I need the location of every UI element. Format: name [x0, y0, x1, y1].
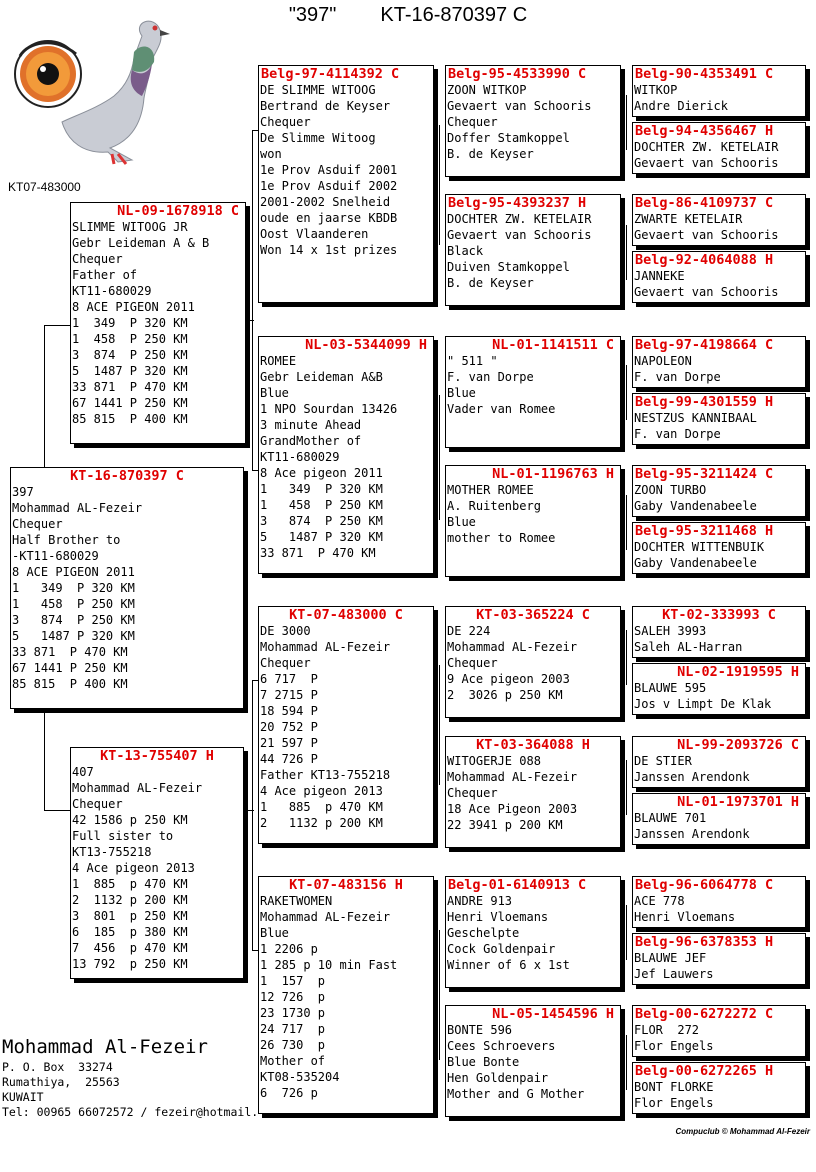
pedigree-box-ddd[interactable] [445, 1005, 621, 1117]
box-details: BLAUWE JEF Jef Lauwers [634, 951, 714, 981]
pedigree-box-sds[interactable] [445, 336, 621, 448]
pedigree-box-g16[interactable] [632, 1062, 806, 1114]
connector-line [439, 395, 440, 520]
pedigree-box-subject[interactable] [10, 467, 244, 709]
pedigree-box-dds[interactable] [445, 876, 621, 988]
pedigree-box-sire-sire[interactable] [258, 65, 434, 303]
ring-number: Belg-01-6140913 C [448, 877, 587, 893]
connector-line [44, 710, 45, 810]
pedigree-box-dsd[interactable] [445, 736, 621, 848]
pedigree-box-g14[interactable] [632, 933, 806, 985]
box-details: DE 3000 Mohammad AL-Fezeir Chequer 6 717 P 7 2715 P 18 594 P 20 752 P 21 597 P 44 726 P Father KT13-755218 4 Ace pigeon 2013 1 885 p 470 KM 2 1132 p 200 KM [260, 624, 391, 830]
box-details: 397 Mohammad AL-Fezeir Chequer Half Brother to -KT11-680029 8 ACE PIGEON 2011 1 349 P 320 KM 1 458 P 250 KM 3 874 P 250 KM 5 1487 P 320 KM 33 871 P 470 KM 67 1441 P 250 KM 85 815 P 400 KM [12, 485, 143, 691]
box-details: DE 224 Mohammad AL-Fezeir Chequer 9 Ace pigeon 2003 2 3026 p 250 KM [447, 624, 578, 702]
box-details: DE SLIMME WITOOG Bertrand de Keyser Chequer De Slimme Witoog won 1e Prov Asduif 2001 1e Prov Asduif 2002 2001-2002 Snelheid oude en jaarse KBDB Oost Vlaanderen Won 14 x 1st prizes [260, 83, 398, 257]
ring-number: KT-07-483156 H [289, 877, 403, 893]
owner-name: Mohammad Al-Fezeir [2, 1036, 208, 1058]
box-details: WITKOP Andre Dierick [634, 83, 728, 113]
pedigree-box-ssd[interactable] [445, 194, 621, 306]
ring-number: Belg-95-3211468 H [635, 523, 774, 539]
box-details: 407 Mohammad AL-Fezeir Chequer 42 1586 p 250 KM Full sister to KT13-755218 4 Ace pigeon 2013 1 885 p 470 KM 2 1132 p 200 KM 3 801 p 250 KM 6 185 p 380 KM 7 456 p 470 KM 13 792 p 250 KM [72, 765, 203, 971]
ring-number: KT-03-364088 H [476, 737, 590, 753]
pedigree-box-g8[interactable] [632, 522, 806, 574]
connector-line [44, 325, 45, 467]
ring-number: Belg-95-4393237 H [448, 195, 587, 211]
pedigree-box-dam-dam[interactable] [258, 876, 434, 1114]
ring-number: Belg-00-6272265 H [635, 1063, 774, 1079]
ring-number: KT-07-483000 C [289, 607, 403, 623]
ring-number: NL-03-5344099 H [305, 337, 427, 353]
connector-line [626, 905, 627, 960]
box-details: MOTHER ROMEE A. Ruitenberg Blue mother to Romee [447, 483, 556, 545]
box-details: JANNEKE Gevaert van Schooris [634, 269, 779, 299]
box-details: ROMEE Gebr Leideman A&B Blue 1 NPO Sourdan 13426 3 minute Ahead GrandMother of KT11-680029 8 Ace pigeon 2011 1 349 P 320 KM 1 458 P 250 KM 3 874 P 250 KM 5 1487 P 320 KM 33 871 P 470 KM [260, 354, 398, 560]
title-ring: KT-16-870397 C [380, 4, 528, 26]
ring-number: Belg-99-4301559 H [635, 394, 774, 410]
pedigree-box-g2[interactable] [632, 122, 806, 174]
box-details: BONTE 596 Cees Schroevers Blue Bonte Hen Goldenpair Mother and G Mother [447, 1023, 585, 1101]
box-details: WITOGERJE 088 Mohammad AL-Fezeir Chequer 18 Ace Pigeon 2003 22 3941 p 200 KM [447, 754, 578, 832]
pedigree-box-g4[interactable] [632, 251, 806, 303]
footer-credit: Compuclub © Mohammad Al-Fezeir [675, 1127, 810, 1136]
ring-number: NL-99-2093726 C [677, 737, 799, 753]
connector-line [626, 365, 627, 420]
box-details: BLAUWE 701 Janssen Arendonk [634, 811, 750, 841]
ring-number: Belg-94-4356467 H [635, 123, 774, 139]
pedigree-box-g1[interactable] [632, 65, 806, 117]
box-details: NAPOLEON F. van Dorpe [634, 354, 721, 384]
pigeon-photo [14, 12, 174, 168]
pedigree-box-g10[interactable] [632, 663, 806, 715]
photo-caption: KT07-483000 [8, 180, 81, 194]
pedigree-box-g7[interactable] [632, 465, 806, 517]
pedigree-box-g11[interactable] [632, 736, 806, 788]
box-details: ANDRE 913 Henri Vloemans Geschelpte Cock Goldenpair Winner of 6 x 1st [447, 894, 570, 972]
pedigree-box-g5[interactable] [632, 336, 806, 388]
ring-number: Belg-90-4353491 C [635, 66, 774, 82]
pedigree-box-g3[interactable] [632, 194, 806, 246]
ring-number: NL-01-1196763 H [492, 466, 614, 482]
box-details: DOCHTER WITTENBUIK Gaby Vandenabeele [634, 540, 765, 570]
owner-contact: P. O. Box 33274 Rumathiya, 25563 KUWAIT Tel: 00965 66072572 / fezeir@hotmail. [2, 1060, 259, 1119]
box-details: DE STIER Janssen Arendonk [634, 754, 750, 784]
ring-number: Belg-96-6064778 C [635, 877, 774, 893]
ring-number: NL-01-1141511 C [492, 337, 614, 353]
pedigree-box-sire[interactable] [70, 202, 246, 444]
pedigree-box-g15[interactable] [632, 1005, 806, 1057]
connector-line [439, 125, 440, 245]
pedigree-box-g12[interactable] [632, 793, 806, 845]
ring-number: Belg-97-4198664 C [635, 337, 774, 353]
box-details: SALEH 3993 Saleh AL-Harran [634, 624, 743, 654]
box-details: ZOON TURBO Gaby Vandenabeele [634, 483, 757, 513]
pedigree-box-g9[interactable] [632, 606, 806, 658]
connector-line [248, 320, 254, 321]
connector-line [626, 95, 627, 150]
pedigree-box-dam-sire[interactable] [258, 606, 434, 844]
box-details: BONT FLORKE Flor Engels [634, 1080, 714, 1110]
box-details: FLOR 272 Flor Engels [634, 1023, 714, 1053]
pedigree-box-sss[interactable] [445, 65, 621, 177]
connector-line [248, 810, 254, 811]
pedigree-box-dss[interactable] [445, 606, 621, 718]
connector-line [626, 1035, 627, 1090]
connector-line [252, 130, 253, 470]
ring-number: Belg-92-4064088 H [635, 252, 774, 268]
ring-number: NL-01-1973701 H [677, 794, 799, 810]
pedigree-box-sdd[interactable] [445, 465, 621, 577]
pedigree-box-g6[interactable] [632, 393, 806, 445]
box-details: DOCHTER ZW. KETELAIR Gevaert van Schooris [634, 140, 779, 170]
connector-line [626, 225, 627, 280]
title-name: "397" [288, 4, 337, 26]
box-details: DOCHTER ZW. KETELAIR Gevaert van Schooris Black Duiven Stamkoppel B. de Keyser [447, 212, 592, 290]
box-details: ZWARTE KETELAIR Gevaert van Schooris [634, 212, 779, 242]
ring-number: Belg-95-4533990 C [448, 66, 587, 82]
box-details: SLIMME WITOOG JR Gebr Leideman A & B Chequer Father of KT11-680029 8 ACE PIGEON 2011 1 349 P 320 KM 1 458 P 250 KM 3 874 P 250 KM 5 1487 P 320 KM 33 871 P 470 KM 67 1441 P 250 KM 85 815 P 400 KM [72, 220, 210, 426]
connector-line [626, 630, 627, 685]
ring-number: Belg-96-6378353 H [635, 934, 774, 950]
ring-number: NL-05-1454596 H [492, 1006, 614, 1022]
ring-number: KT-16-870397 C [70, 468, 184, 484]
ring-number: Belg-86-4109737 C [635, 195, 774, 211]
ring-number: KT-13-755407 H [100, 748, 214, 764]
ring-number: NL-02-1919595 H [677, 664, 799, 680]
box-details: NESTZUS KANNIBAAL F. van Dorpe [634, 411, 757, 441]
ring-number: Belg-97-4114392 C [261, 66, 400, 82]
connector-line [44, 810, 70, 811]
ring-number: Belg-95-3211424 C [635, 466, 774, 482]
connector-line [439, 930, 440, 1060]
pedigree-box-sire-dam[interactable] [258, 336, 434, 574]
pedigree-box-g13[interactable] [632, 876, 806, 928]
ring-number: NL-09-1678918 C [117, 203, 239, 219]
connector-line [439, 665, 440, 785]
connector-line [626, 495, 627, 550]
connector-line [44, 325, 70, 326]
ring-number: Belg-00-6272272 C [635, 1006, 774, 1022]
ring-number: KT-02-333993 C [662, 607, 776, 623]
box-details: ACE 778 Henri Vloemans [634, 894, 736, 924]
box-details: ZOON WITKOP Gevaert van Schooris Chequer Doffer Stamkoppel B. de Keyser [447, 83, 592, 161]
connector-line [252, 680, 253, 950]
box-details: RAKETWOMEN Mohammad AL-Fezeir Blue 1 2206 p 1 285 p 10 min Fast 1 157 p 12 726 p 23 1730 p 24 717 p 26 730 p Mother of KT08-535204 6 726 p [260, 894, 398, 1100]
connector-line [626, 760, 627, 815]
pedigree-box-dam[interactable] [70, 747, 244, 979]
ring-number: KT-03-365224 C [476, 607, 590, 623]
box-details: " 511 " F. van Dorpe Blue Vader van Romee [447, 354, 556, 416]
box-details: BLAUWE 595 Jos v Limpt De Klak [634, 681, 772, 711]
